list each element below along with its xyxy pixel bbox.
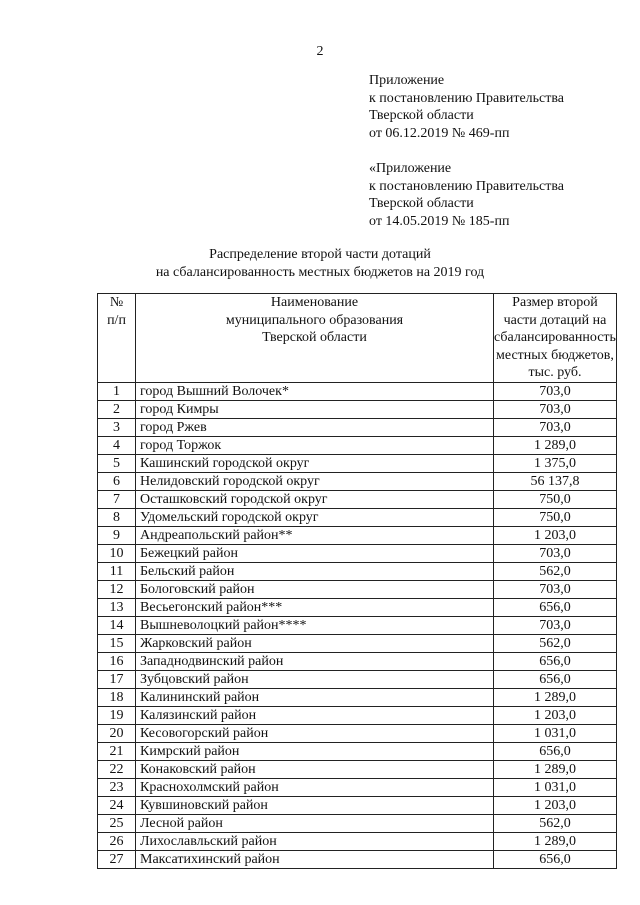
municipality-name: Лесной район [136, 814, 494, 832]
row-number: 20 [98, 724, 136, 742]
subsidy-amount: 703,0 [494, 418, 617, 436]
row-number: 25 [98, 814, 136, 832]
appendix-line: «Приложение [369, 161, 452, 176]
municipality-name: Калязинский район [136, 706, 494, 724]
subsidy-amount: 656,0 [494, 598, 617, 616]
table-row [98, 760, 617, 778]
header-text: тыс. руб. [528, 365, 582, 380]
table-row [98, 670, 617, 688]
row-number: 26 [98, 832, 136, 850]
subsidy-amount: 703,0 [494, 580, 617, 598]
appendix-block-current [369, 72, 564, 142]
municipality-name: Лихославльский район [136, 832, 494, 850]
table-row [98, 652, 617, 670]
row-number: 18 [98, 688, 136, 706]
header-text: муниципального образования [225, 312, 404, 328]
header-text: части дотаций на [503, 312, 607, 328]
table-row [98, 544, 617, 562]
subsidy-amount: 656,0 [494, 652, 617, 670]
header-number [98, 294, 136, 383]
table-row [98, 634, 617, 652]
header-amount [494, 294, 617, 383]
subsidy-amount: 1 203,0 [494, 796, 617, 814]
subsidy-amount: 56 137,8 [494, 472, 617, 490]
row-number: 4 [98, 436, 136, 454]
row-number: 13 [98, 598, 136, 616]
subsidy-amount: 1 031,0 [494, 778, 617, 796]
title-line-1: Распределение второй части дотаций [209, 247, 431, 262]
table-row [98, 526, 617, 544]
table-row [98, 778, 617, 796]
municipality-name: Жарковский район [136, 634, 494, 652]
municipality-name: Калининский район [136, 688, 494, 706]
row-number: 8 [98, 508, 136, 526]
subsidy-amount: 703,0 [494, 616, 617, 634]
table-row [98, 616, 617, 634]
subsidy-amount: 1 289,0 [494, 436, 617, 454]
municipality-name: Конаковский район [136, 760, 494, 778]
table-row [98, 742, 617, 760]
municipality-name: Нелидовский городской округ [136, 472, 494, 490]
table-row [98, 490, 617, 508]
municipality-name: Удомельский городской округ [136, 508, 494, 526]
table-row [98, 850, 617, 868]
header-text: сбалансированность [494, 330, 616, 345]
row-number: 16 [98, 652, 136, 670]
row-number: 7 [98, 490, 136, 508]
row-number: 27 [98, 850, 136, 868]
row-number: 2 [98, 400, 136, 418]
table-row [98, 598, 617, 616]
table-row [98, 814, 617, 832]
municipality-name: Кашинский городской округ [136, 454, 494, 472]
municipality-name: Бологовский район [136, 580, 494, 598]
subsidy-amount: 562,0 [494, 562, 617, 580]
appendix-line: Приложение [369, 73, 445, 88]
table-row [98, 454, 617, 472]
subsidy-amount: 703,0 [494, 544, 617, 562]
table-row [98, 724, 617, 742]
row-number: 1 [98, 382, 136, 400]
row-number: 14 [98, 616, 136, 634]
header-text: п/п [107, 312, 126, 328]
subsidy-amount: 1 289,0 [494, 688, 617, 706]
header-municipality [136, 294, 494, 383]
municipality-name: Западнодвинский район [136, 652, 494, 670]
subsidy-distribution-table [97, 293, 617, 869]
municipality-name: город Торжок [136, 436, 494, 454]
table-row [98, 472, 617, 490]
header-text: Размер второй [512, 295, 598, 310]
table-row [98, 400, 617, 418]
row-number: 17 [98, 670, 136, 688]
document-title [0, 246, 640, 282]
municipality-name: город Кимры [136, 400, 494, 418]
municipality-name: Зубцовский район [136, 670, 494, 688]
municipality-name: город Ржев [136, 418, 494, 436]
subsidy-amount: 703,0 [494, 382, 617, 400]
table-body [98, 382, 617, 868]
subsidy-amount: 750,0 [494, 508, 617, 526]
row-number: 6 [98, 472, 136, 490]
row-number: 22 [98, 760, 136, 778]
row-number: 15 [98, 634, 136, 652]
header-text: Наименование [270, 295, 359, 310]
header-text: Тверской области [262, 330, 367, 345]
row-number: 23 [98, 778, 136, 796]
appendix-line: Тверской области [369, 196, 474, 211]
row-number: 19 [98, 706, 136, 724]
table-row [98, 418, 617, 436]
subsidy-amount: 656,0 [494, 850, 617, 868]
subsidy-amount: 1 203,0 [494, 526, 617, 544]
appendix-line: от 14.05.2019 № 185-пп [369, 213, 510, 229]
appendix-line: к постановлению Правительства [369, 90, 565, 106]
row-number: 12 [98, 580, 136, 598]
municipality-name: Андреапольский район** [136, 526, 494, 544]
municipality-name: Кимрский район [136, 742, 494, 760]
subsidy-amount: 1 289,0 [494, 760, 617, 778]
header-text: № [109, 295, 124, 310]
subsidy-amount: 1 031,0 [494, 724, 617, 742]
subsidy-amount: 703,0 [494, 400, 617, 418]
subsidy-amount: 562,0 [494, 814, 617, 832]
municipality-name: Вышневолоцкий район**** [136, 616, 494, 634]
municipality-name: Максатихинский район [136, 850, 494, 868]
table-row [98, 796, 617, 814]
municipality-name: город Вышний Волочек* [136, 382, 494, 400]
row-number: 10 [98, 544, 136, 562]
table-row [98, 562, 617, 580]
row-number: 11 [98, 562, 136, 580]
row-number: 21 [98, 742, 136, 760]
table-row [98, 436, 617, 454]
header-text: местных бюджетов, [496, 347, 614, 363]
table-row [98, 580, 617, 598]
table-row [98, 508, 617, 526]
municipality-name: Весьегонский район*** [136, 598, 494, 616]
subsidy-amount: 1 203,0 [494, 706, 617, 724]
subsidy-amount: 1 375,0 [494, 454, 617, 472]
table-row [98, 706, 617, 724]
appendix-line: к постановлению Правительства [369, 178, 565, 194]
table-row [98, 832, 617, 850]
row-number: 3 [98, 418, 136, 436]
municipality-name: Кесовогорский район [136, 724, 494, 742]
municipality-name: Бежецкий район [136, 544, 494, 562]
row-number: 24 [98, 796, 136, 814]
municipality-name: Осташковский городской округ [136, 490, 494, 508]
subsidy-amount: 1 289,0 [494, 832, 617, 850]
appendix-block-original [369, 160, 564, 230]
subsidy-amount: 656,0 [494, 742, 617, 760]
page-number: 2 [316, 44, 324, 59]
title-line-2: на сбалансированность местных бюджетов на 2019 год [155, 265, 485, 280]
subsidy-amount: 656,0 [494, 670, 617, 688]
table-row [98, 688, 617, 706]
appendix-line: от 06.12.2019 № 469-пп [369, 125, 510, 141]
row-number: 5 [98, 454, 136, 472]
subsidy-amount: 562,0 [494, 634, 617, 652]
subsidy-amount: 750,0 [494, 490, 617, 508]
table-row [98, 382, 617, 400]
row-number: 9 [98, 526, 136, 544]
table-header-row [98, 294, 617, 383]
appendix-line: Тверской области [369, 108, 474, 123]
municipality-name: Бельский район [136, 562, 494, 580]
municipality-name: Кувшиновский район [136, 796, 494, 814]
municipality-name: Краснохолмский район [136, 778, 494, 796]
